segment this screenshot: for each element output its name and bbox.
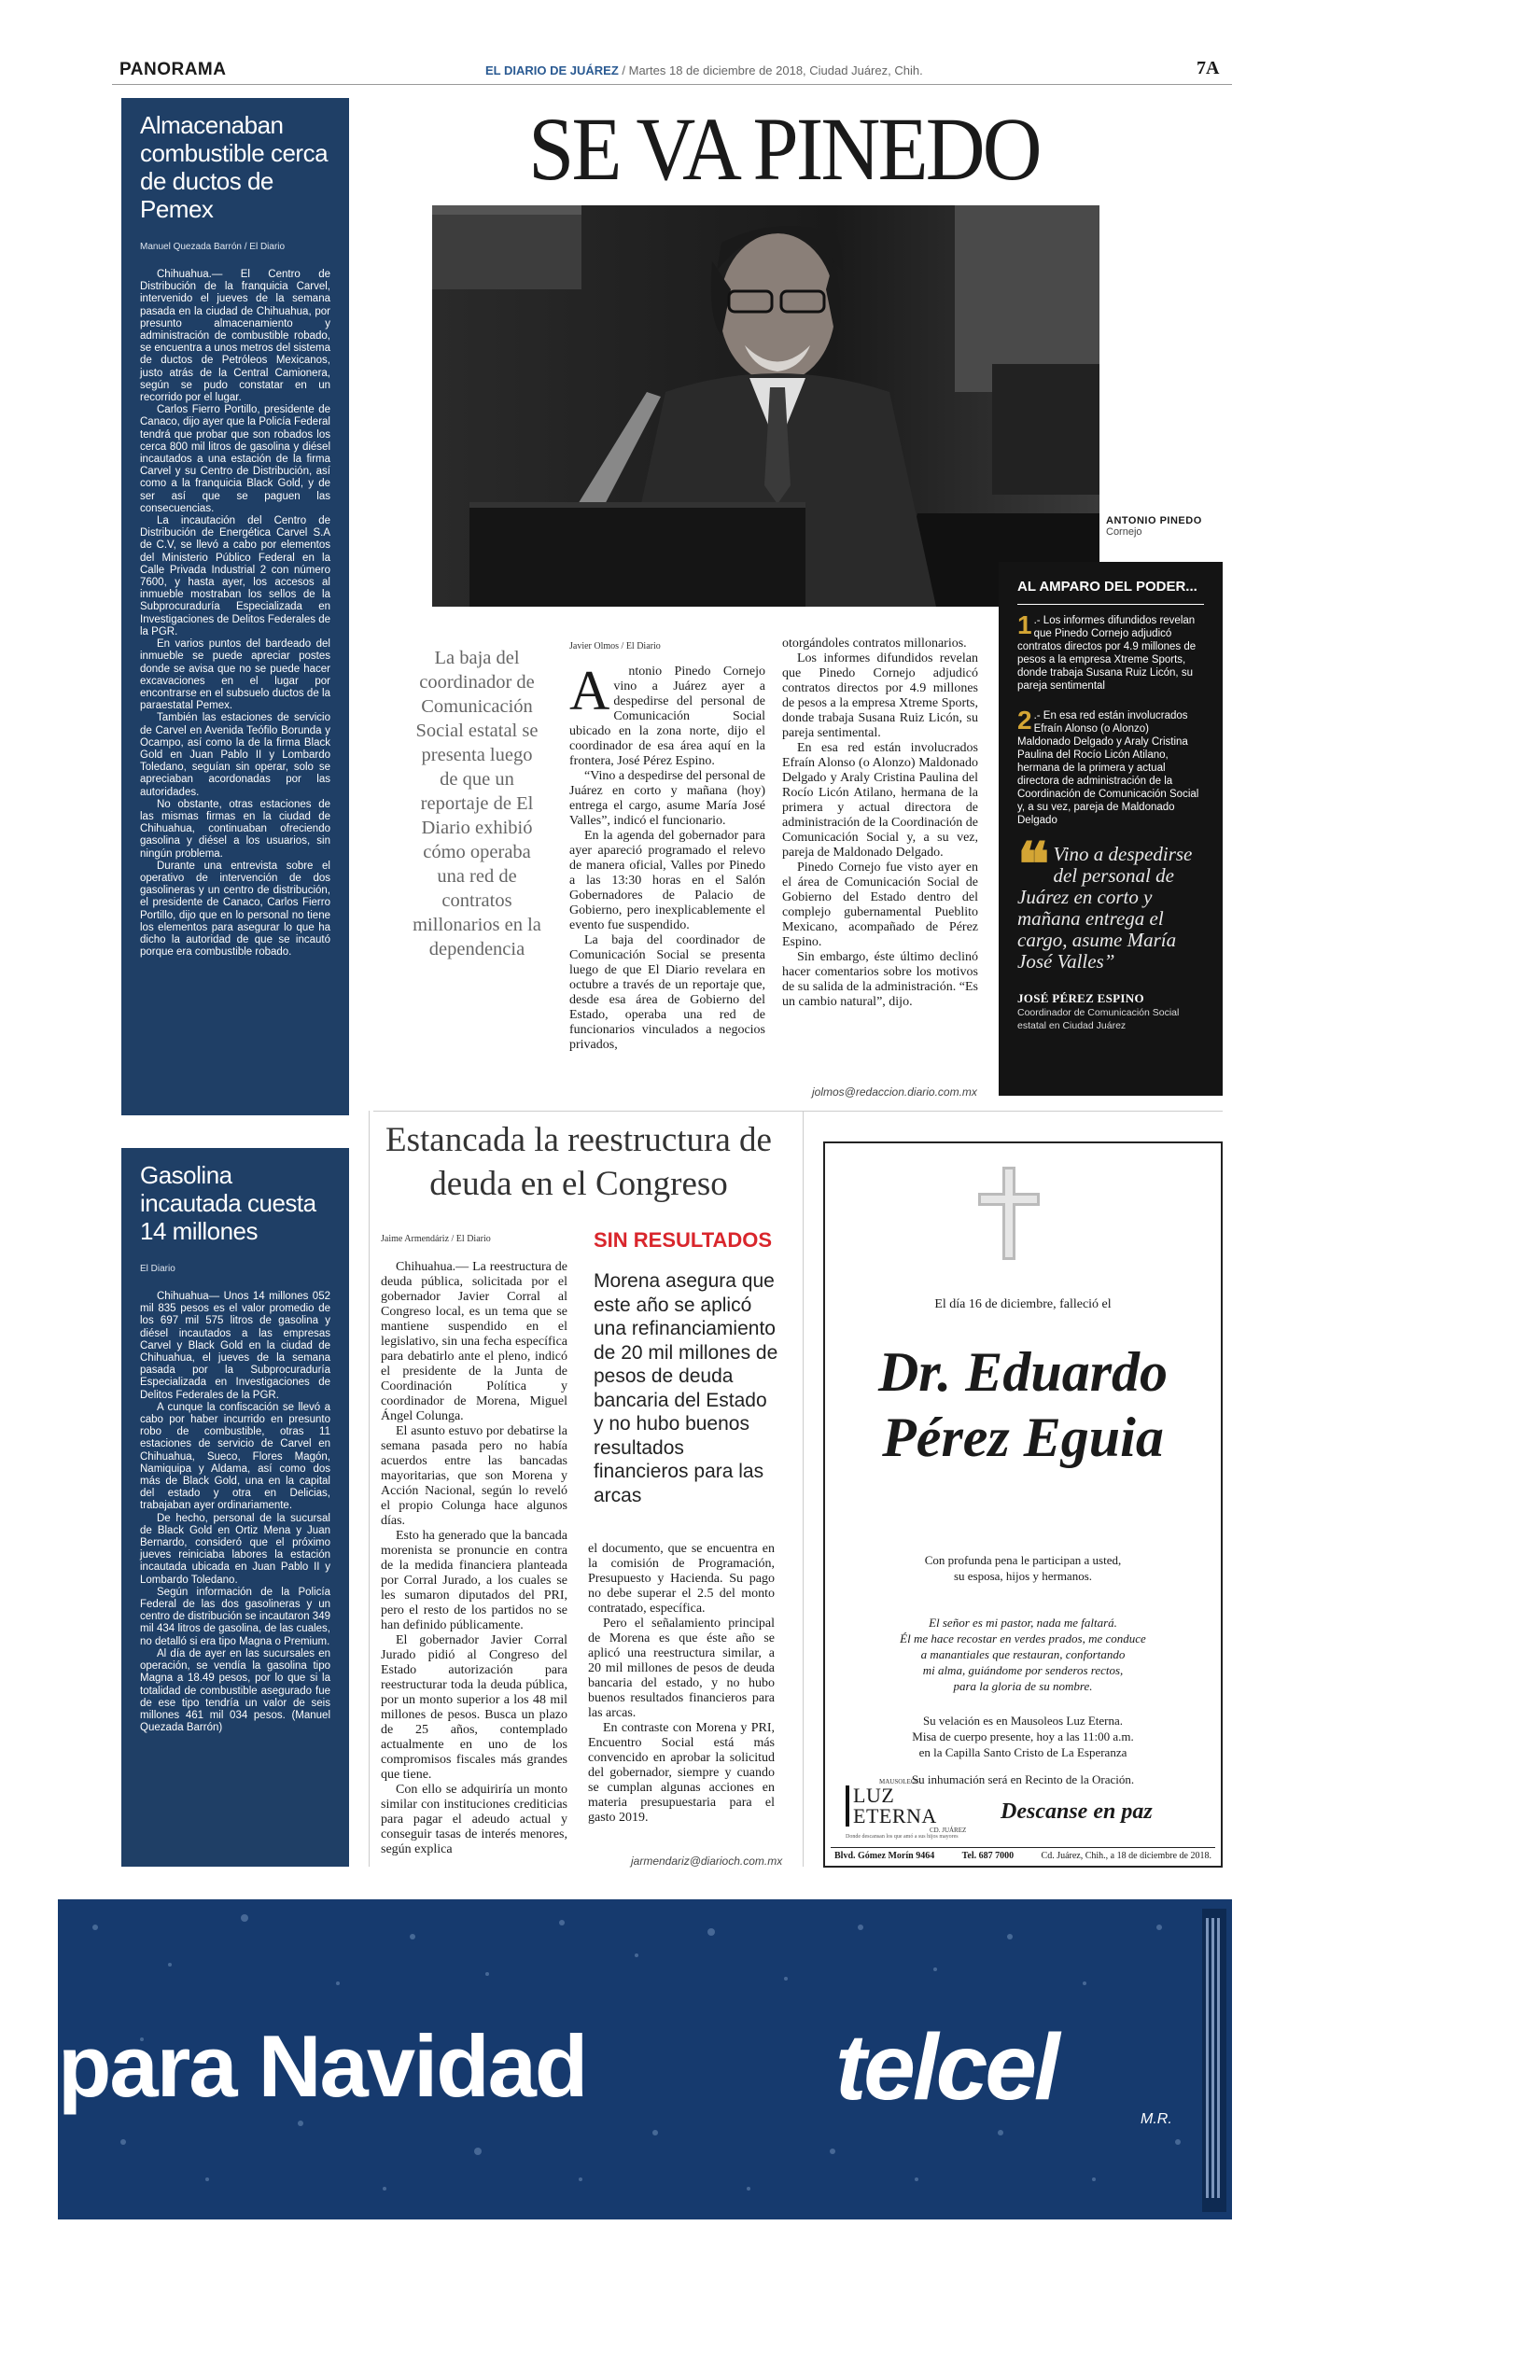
ad-slogan[interactable]: para Navidad: [58, 2017, 587, 2115]
sidebar-paragraph: Chihuahua— Unos 14 millones 052 mil 835 pesos es el valor promedio de los 697 mil 575 litros de gasolina y diésel incautados a las empresas Carvel y Black Gold en la ciudad de Chihuahua, el jueves de la semana pasada por la Subprocuraduría Especializada en Investigaciones de Delitos Federales de la PGR.: [140, 1291, 330, 1401]
sidebar-summary: Morena asegura que este año se aplicó una refinanciamiento de 20 mil millones de pesos de deuda bancaria del Estado y no hubo buenos resultados financieros para las arcas: [594, 1270, 778, 1506]
article-paragraph: Pinedo Cornejo fue visto ayer en el área de Comunicación Social de Gobierno del Estado dentro del complejo gubernamental Pueblito Mexicano, acompañado de Pérez Espino.: [782, 861, 978, 949]
article-paragraph: Con ello se adquiriría un monto similar con instituciones crediticias para pagar el adeudo actual y conseguir tasas de interés menores, según explica: [381, 1783, 567, 1856]
sidebar-paragraph: En varios puntos del bardeado del inmueble se puede apreciar postes donde se avisa que no se puede hacer excavaciones en el lugar por encontrarse en el subsuelo ductos de la paraestatal Pemex.: [140, 638, 330, 712]
news-photo: [432, 205, 1099, 607]
vertical-divider: [803, 1111, 804, 1867]
highlight-box-rule: [1017, 604, 1204, 605]
telcel-logo[interactable]: telcel: [835, 2015, 1057, 2120]
logo-city: CD. JUÁREZ: [930, 1827, 967, 1834]
article-headline: Estancada la reestructura de deuda en el Congreso: [385, 1121, 772, 1203]
obituary-line: Con profunda pena le participan a usted,: [924, 1553, 1122, 1567]
verse-line: para la gloria de su nombre.: [953, 1679, 1093, 1693]
sidebar-title-red: SIN RESULTADOS: [594, 1228, 773, 1252]
page-number: 7A: [1197, 58, 1220, 78]
header-rule: [112, 84, 1232, 85]
pull-quote-text: Vino a despedirse del personal de Juárez en corto y mañana entrega el cargo, asume María José Valles”: [1017, 843, 1193, 973]
vertical-divider: [369, 1111, 370, 1867]
trademark-mark: M.R.: [1141, 2111, 1172, 2127]
logo-main-text: LUZ ETERNA: [846, 1785, 976, 1827]
sidebar-paragraph: Chihuahua.— El Centro de Distribución de la franquicia Carvel, intervenido el jueves de la semana pasada en la ciudad de Chihuahua, por presunto almacenamiento y administración de combustible robado, se encuentra a unos metros del sistema de ductos de Petróleos Mexicanos, justo atrás de la Central Camionera, según se pudo constatar en un recorrido por el lugar.: [140, 269, 330, 404]
verse-line: a manantiales que restauran, confortando: [920, 1647, 1126, 1661]
highlight-item-number: 2: [1017, 706, 1032, 735]
article-paragraph: El asunto estuvo por debatirse la semana pasada pero no había acuerdos entre las bancadas mayoritarias, que son Morena y Acción Nacional, según lo reveló el propio Colunga hace algunos días.: [381, 1424, 567, 1528]
obituary-lead: El día 16 de diciembre, falleció el: [934, 1297, 1112, 1311]
highlight-box: [999, 562, 1223, 1096]
photo-caption-name: ANTONIO PINEDO: [1106, 515, 1202, 526]
article-paragraph: Pero el señalamiento principal de Morena es que éste año se aplicó una reestructura similar, a 20 mil millones de pesos de deuda bancaria del estado, y no hubo buenos resultados financieros para las arcas.: [588, 1617, 775, 1720]
article-body: [569, 660, 765, 1053]
article-paragraph: En esa red están involucrados Efraín Alonso (o Alonzo) Maldonado Delgado y Araly Cristina Paulina del Rocío Licón Atilano, hermana de la primera y actual directora de administración de la Coordinación de Comunicación Social y, a su vez, pareja de Maldonado Delgado.: [782, 741, 978, 860]
sidebar-story-fuel-value: [121, 1148, 349, 1867]
sidebar-body: [140, 269, 330, 959]
footer-date: Cd. Juárez, Chih., a 18 de diciembre de 2018.: [1041, 1851, 1211, 1861]
article-deck: La baja del coordinador de Comunicación Social estatal se presenta luego de que un reportaje de El Diario exhibió cómo operaba una red de contratos millonarios en la dependencia: [413, 648, 541, 959]
sidebar-byline: Manuel Quezada Barrón / El Diario: [140, 242, 286, 252]
article-paragraph: En contraste con Morena y PRI, Encuentro Social está más convencido en aprobar la solicitud del gobernador, siempre y cuando se cumplan algunas acciones en materia presupuestaria para el gasto 2019.: [588, 1721, 775, 1825]
footer-phone: Tel. 687 7000: [961, 1851, 1015, 1861]
highlight-item: [1017, 706, 1204, 827]
obituary-family: [831, 1552, 1215, 1584]
ad-legal-strip: [1202, 1909, 1226, 2212]
sidebar-paragraph: Carlos Fierro Portillo, presidente de Canaco, dijo ayer que la Policía Federal tendrá que probar que son robados los cerca 800 mil litros de gasolina y diésel incautados a una estación de la firma Carvel y su Centro de Distribución, así como a la franquicia Black Gold, y de ser así que se paguen las consecuencias.: [140, 404, 330, 514]
logo-small-text: MAUSOLEOS: [879, 1778, 919, 1785]
article-paragraph: “Vino a despedirse del personal de Juárez en corto y mañana (hoy) entrega el cargo, asume María José Valles”, indicó el funcionario.: [569, 769, 765, 828]
quote-mark-icon: ❝: [1017, 832, 1050, 898]
highlight-item-number: 1: [1017, 610, 1032, 639]
obituary-vigil: [831, 1713, 1215, 1760]
verse-line: mi alma, guiándome por senderos rectos,: [922, 1663, 1124, 1677]
article-paragraph: Chihuahua.— La reestructura de deuda pública, solicitada por el gobernador Javier Corral al Congreso local, es un tema que se mantiene suspendido en el legislativo, sin una fecha específica para debatirlo ante el pleno, indicó el presidente de la Junta de Coordinación Política y coordinador de Morena, Miguel Ángel Colunga.: [381, 1260, 567, 1423]
author-email: jarmendariz@diarioch.com.mx: [631, 1855, 783, 1868]
author-email: jolmos@redaccion.diario.com.mx: [812, 1085, 977, 1099]
sidebar-headline: Almacenaban combustible cerca de ductos de Pemex: [140, 111, 329, 223]
sidebar-paragraph: Al día de ayer en las sucursales en operación, se vendía la gasolina tipo Magna a 18.49 pesos, por lo que si la totalidad de combustible asegurado fue de ese tipo tendría un valor de seis millones 461 mil 034 pesos. (Manuel Quezada Barrón): [140, 1647, 330, 1734]
sidebar-headline: Gasolina incautada cuesta 14 millones: [140, 1161, 316, 1245]
main-headline: SE VA PINEDO: [528, 99, 1040, 199]
article-paragraph: otorgándoles contratos millonarios.: [782, 637, 967, 651]
lead-text: ntonio Pinedo Cornejo vino a Juárez ayer a despedirse del personal de Comunicación Social ubicado en la zona norte, dijo el coordinador de esa área aquí en la frontera, José Pérez Espino.: [569, 665, 765, 768]
obituary-line: Misa de cuerpo presente, hoy a las 11:00 a.m.: [912, 1729, 1134, 1743]
horizontal-divider: [373, 1111, 1223, 1112]
sidebar-paragraph: De hecho, personal de la sucursal de Black Gold en Ortiz Mena y Juan Bernardo, consideró que el próximo jueves reiniciaba labores la estación incautada ubicada en Juan Pablo II y Lombardo Toledano.: [140, 1512, 330, 1586]
pull-quote: [1017, 832, 1204, 973]
sidebar-paragraph: Según información de la Policía Federal de las dos gasolineras y un centro de distribución se incautaron 349 mil 434 litros de gasolina, de las cuales, no detalló si era tipo Magna o Premium.: [140, 1586, 330, 1647]
article-paragraph: Esto ha generado que la bancada morenista se pronuncie en contra de la medida financiera planteada por Corral Jurado, a los cuales se les sumaron diputados del PRI, pero el resto de los partidos no se han definido públicamente.: [381, 1529, 567, 1632]
photo-caption-sub: Cornejo: [1106, 526, 1142, 538]
article-paragraph: En la agenda del gobernador para ayer apareció programado el relevo de manera oficial, Valles por Pinedo a las 13:30 horas en el Salón Gobernadores de Palacio de Gobierno, pero inexplicablemente el evento fue suspendido.: [569, 829, 765, 932]
highlight-item-text: .- En esa red están involucrados Efraín Alonso (o Alonzo) Maldonado Delgado y Araly Cristina Paulina del Rocío Licón Atilano, hermana de la primera y actual directora de administración de la Coordinación de Comunicación Social y, a su vez, pareja de Maldonado Delgado: [1017, 710, 1199, 826]
obituary-line: en la Capilla Santo Cristo de La Esperanza: [918, 1745, 1127, 1759]
dateline-text: / Martes 18 de diciembre de 2018, Ciudad Juárez, Chih.: [618, 63, 923, 77]
sidebar-paragraph: Durante una entrevista sobre el operativo de intervención de dos gasolineras y un centro de distribución, el presidente de Canaco, Carlos Fierro Portillo, dijo que en lo personal no tiene los elementos para asegurar lo que ha dicho la autoridad de que se incautó porque era combustible robado.: [140, 860, 330, 959]
article-column-2: [588, 1542, 775, 1826]
article-paragraph: La baja del coordinador de Comunicación Social se presenta luego de que El Diario revelara en octubre a través de un reportaje que, desde esa área de Gobierno del Estado, operaba una red de funcionarios vinculados a negocios privados,: [569, 933, 765, 1052]
sidebar-paragraph: No obstante, otras estaciones de las mismas firmas en la ciudad de Chihuahua, continuaban ofreciendo gasolina y diésel a los usuarios, sin ningún problema.: [140, 798, 330, 860]
article-paragraph: Los informes difundidos revelan que Pinedo Cornejo adjudicó contratos directos por 4.9 millones de pesos a la empresa Xtreme Sports, donde trabaja Susana Ruiz Licón, su pareja sentimental.: [782, 651, 978, 740]
article-column-2: [782, 637, 978, 1010]
page-dateline: [485, 63, 923, 77]
verse-line: Él me hace recostar en verdes prados, me conduce: [900, 1631, 1146, 1645]
cross-icon: [978, 1167, 1040, 1260]
sidebar-paragraph: La incautación del Centro de Distribución de Energética Carvel S.A de C.V, se llevó a cabo por elementos del Ministerio Público Federal en la Calle Privada Industrial 2 con número 7600, y hasta ayer, los accesos al inmueble mostraban los sellos de la Subprocuraduría Especializada en Investigaciones de Delitos Federales de la PGR.: [140, 515, 330, 637]
logo-tagline: Donde descansan los que amó a sus hijos mayores: [846, 1834, 959, 1840]
quote-author-role: Coordinador de Comunicación Social estatal en Ciudad Juárez: [1017, 1007, 1180, 1031]
sidebar-paragraph: A cunque la confiscación se llevó a cabo por haber incurrido en presunto robo de combustible, otras 11 estaciones de servicio de Carvel en Chihuahua, Sueco, Flores Magón, Namiquipa y Aldama, así como dos más de Black Gold, una en la capital del estado y otra en Delicias, trabajaban ayer ordinariamente.: [140, 1401, 330, 1512]
obituary-footer: [831, 1847, 1215, 1864]
newspaper-brand: EL DIARIO DE JUÁREZ: [485, 63, 619, 77]
article-column-1: [569, 641, 765, 1053]
rest-in-peace: Descanse en paz: [1001, 1799, 1153, 1824]
footer-address: Blvd. Gómez Morín 9464: [834, 1851, 935, 1861]
sidebar-story-fuel-storage: [121, 98, 349, 1115]
quote-author: JOSÉ PÉREZ ESPINO: [1017, 991, 1144, 1005]
drop-cap: A: [569, 660, 610, 721]
funeral-home-logo: [846, 1778, 976, 1840]
obituary-verse: [831, 1615, 1215, 1694]
section-label: PANORAMA: [119, 60, 227, 79]
article-byline: Javier Olmos / El Diario: [569, 641, 661, 651]
sidebar-paragraph: También las estaciones de servicio de Carvel en Avenida Teófilo Borunda y Ocampo, así como la de la firma Black Gold en Juan Pablo II y Lombardo Toledano, seguían sin operar, solo se apreciaban acordonadas por las autoridades.: [140, 712, 330, 798]
highlight-box-title: AL AMPARO DEL PODER...: [1017, 579, 1197, 595]
sidebar-byline: El Diario: [140, 1264, 175, 1274]
article-paragraph: El gobernador Javier Corral Jurado pidió al Congreso del Estado autorización para reestructurar toda la deuda pública, por un monto superior a los 48 mil millones de pesos. Busca un plazo de 25 años, contemplado actualmente en uno de los compromisos fiscales más grandes que tiene.: [381, 1633, 567, 1782]
obituary-line: Su velación es en Mausoleos Luz Eterna.: [922, 1714, 1124, 1728]
speaker-photo-illustration: [432, 205, 1099, 607]
lead-paragraph: [569, 660, 765, 769]
article-column-1: [381, 1260, 567, 1857]
article-paragraph: el documento, que se encuentra en la comisión de Programación, Presupuesto y Hacienda. Su pago no debe superar el 2.5 del monto contratado, específica.: [588, 1542, 775, 1616]
article-paragraph: Sin embargo, éste último declinó hacer comentarios sobre los motivos de su salida de la administración. “Es un cambio natural”, dijo.: [782, 950, 978, 1009]
photo-caption: [1106, 515, 1202, 538]
verse-line: El señor es mi pastor, nada me faltará.: [929, 1616, 1117, 1630]
obituary-burial: Su inhumación será en Recinto de la Oración.: [911, 1772, 1135, 1786]
highlight-item-text: .- Los informes difundidos revelan que Pinedo Cornejo adjudicó contratos directos por 4.9 millones de pesos a la empresa Xtreme Sports, donde trabaja Susana Ruiz Licón, su pareja sentimental: [1017, 615, 1197, 692]
article-byline: Jaime Armendáriz / El Diario: [381, 1234, 491, 1244]
highlight-item: [1017, 610, 1204, 693]
sidebar-body: [140, 1291, 330, 1734]
obituary-line: su esposa, hijos y hermanos.: [953, 1569, 1093, 1583]
deceased-name: Dr. Eduardo Pérez Eguia: [877, 1341, 1169, 1468]
